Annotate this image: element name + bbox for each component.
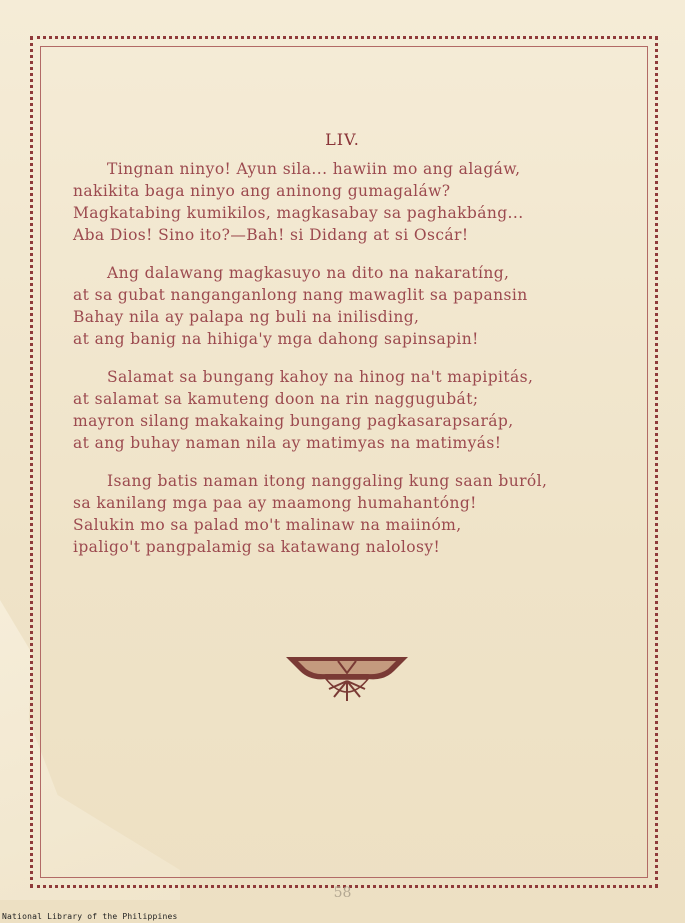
poem-line: mayron silang makakaing bungang pagkasarapsaráp, (73, 412, 514, 430)
poem-line: at ang buhay naman nila ay matimyas na matimyás! (73, 434, 502, 452)
decorative-ornament-icon (284, 655, 410, 707)
poem-line: sa kanilang mga paa ay maamong humahantóng! (73, 494, 477, 512)
poem-line: Salukin mo sa palad mo't malinaw na maiinóm, (73, 516, 462, 534)
poem-line: nakikita baga ninyo ang aninong gumagaláw? (73, 182, 451, 200)
poem-line: Ang dalawang magkasuyo na dito na nakaratíng, (107, 264, 510, 282)
poem-line: at ang banig na hihiga'y mga dahong sapinsapin! (73, 330, 479, 348)
poem-line: ipaligo't pangpalamig sa katawang nalolosy! (73, 538, 441, 556)
poem-line: Tingnan ninyo! Ayun sila... hawiin mo ang alagáw, (107, 160, 521, 178)
poem-line: Salamat sa bungang kahoy na hinog na't mapipitás, (107, 368, 534, 386)
poem-line: at salamat sa kamuteng doon na rin naggugubát; (73, 390, 479, 408)
poem-body (73, 158, 593, 574)
poem-line: Isang batis naman itong nanggaling kung saan buról, (107, 472, 548, 490)
poem-line: at sa gubat nanganganlong nang mawaglit sa papansin (73, 286, 528, 304)
stanza-1 (73, 158, 593, 246)
stanza-2 (73, 262, 593, 350)
page-number: 58 (333, 885, 352, 901)
poem-line: Bahay nila ay palapa ng buli na inilisding, (73, 308, 420, 326)
poem-section-number: LIV. (325, 130, 360, 149)
stanza-4 (73, 470, 593, 558)
stanza-3 (73, 366, 593, 454)
poem-line: Magkatabing kumikilos, magkasabay sa paghakbáng... (73, 204, 524, 222)
poem-line: Aba Dios! Sino ito?—Bah! si Didang at si Oscár! (73, 226, 469, 244)
library-credit: National Library of the Philippines (2, 912, 178, 921)
